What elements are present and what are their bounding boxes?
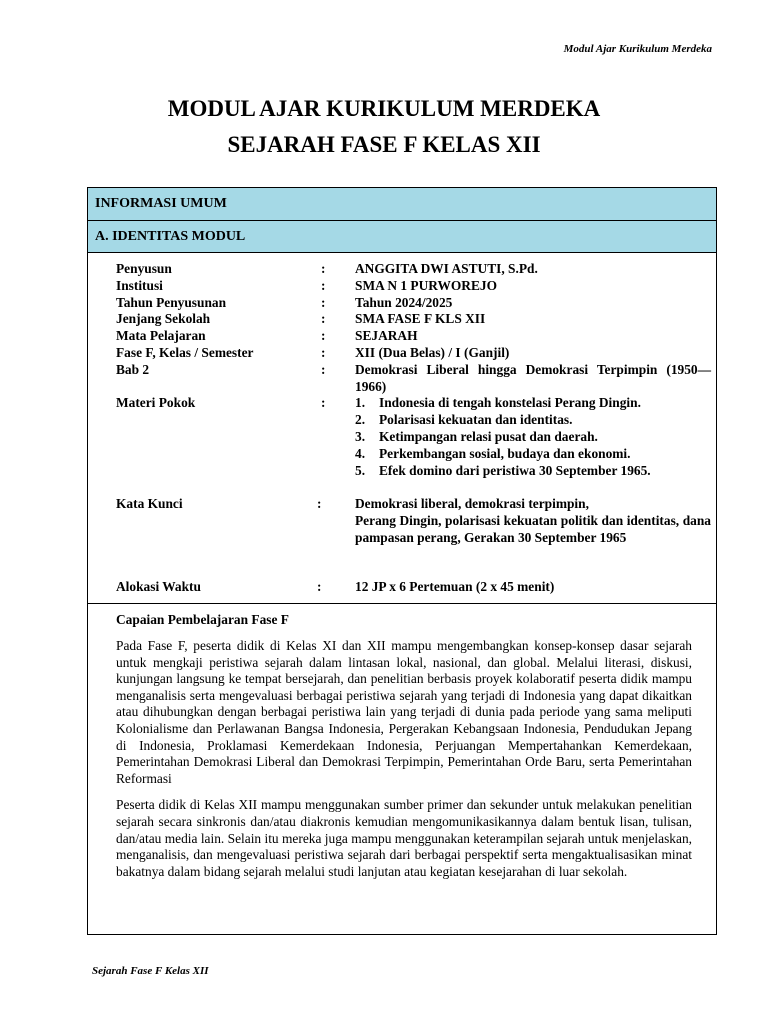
value-mata-pelajaran: SEJARAH xyxy=(355,328,418,344)
colon: : xyxy=(321,345,326,360)
capaian-paragraph-2: Peserta didik di Kelas XII mampu menggunakan sumber primer dan sekunder untuk melakukan penelitian sejarah secara sinkronis dan/atau diakronis kemudian mengomunikasikannya dalam bentuk lisan, tulisan, dan/atau media lain. Selain itu mereka juga mampu menggunakan keterampilan sejarah untuk menjelaskan, menganalisis, dan mengevaluasi peristiwa sejarah dari berbagai perspektif serta mengaktualisasikan minat bakatnya dalam bidang sejarah melalui studi lanjutan atau kegiatan kesejarahan di luar sekolah. xyxy=(116,797,692,879)
colon: : xyxy=(317,579,322,594)
list-item: 4. Perkembangan sosial, budaya dan ekonomi. xyxy=(355,445,631,461)
value-bab: Demokrasi Liberal hingga Demokrasi Terpimpin (1950—1966) xyxy=(355,361,711,394)
value-institusi: SMA N 1 PURWOREJO xyxy=(355,277,497,293)
module-info-table xyxy=(87,187,717,935)
list-item: 3. Ketimpangan relasi pusat dan daerah. xyxy=(355,428,598,444)
capaian-pembelajaran xyxy=(88,612,716,880)
value-jenjang-sekolah: SMA FASE F KLS XII xyxy=(355,311,486,327)
colon: : xyxy=(321,328,326,344)
value-tahun-penyusunan: Tahun 2024/2025 xyxy=(355,294,453,310)
section-informasi-umum: INFORMASI UMUM xyxy=(88,188,716,221)
colon: : xyxy=(321,277,326,293)
capaian-heading: Capaian Pembelajaran Fase F xyxy=(116,612,289,627)
running-footer: Sejarah Fase F Kelas XII xyxy=(92,965,209,977)
identitas-modul-details xyxy=(88,253,716,604)
label-kata-kunci: Kata Kunci xyxy=(116,496,183,511)
value-penyusun: ANGGITA DWI ASTUTI, S.Pd. xyxy=(355,261,538,276)
label-institusi: Institusi xyxy=(116,277,163,293)
list-item: 2. Polarisasi kekuatan dan identitas. xyxy=(355,412,573,428)
materi-pokok-list xyxy=(355,395,711,479)
label-penyusun: Penyusun xyxy=(116,261,172,276)
label-jenjang-sekolah: Jenjang Sekolah xyxy=(116,311,211,327)
label-fase-kelas-semester: Fase F, Kelas / Semester xyxy=(116,345,254,360)
document-subtitle: SEJARAH FASE F KELAS XII xyxy=(227,132,541,157)
label-materi-pokok: Materi Pokok xyxy=(116,395,196,411)
colon: : xyxy=(317,496,322,511)
list-item: 5. Efek domino dari peristiwa 30 September 1965. xyxy=(355,462,651,478)
value-kata-kunci: Demokrasi liberal, demokrasi terpimpin, Perang Dingin, polarisasi kekuatan politik dan identitas, dana pampasan perang, Gerakan 30 September 1965 xyxy=(355,496,711,545)
label-tahun-penyusunan: Tahun Penyusunan xyxy=(116,294,227,310)
capaian-paragraph-1: Pada Fase F, peserta didik di Kelas XI dan XII mampu mengembangkan konsep-konsep dasar sejarah untuk mengkaji peristiwa sejarah dalam lintasan lokal, nasional, dan global. Melalui literasi, diskusi, kunjungan langsung ke tempat bersejarah, dan penelitian berbasis proyek kolaboratif peserta didik mampu menganalisis serta mengevaluasi berbagai peristiwa sejarah yang terjadi di Indonesia yang dapat dikaitkan atau dihubungkan dengan berbagai peristiwa lain yang terjadi di dunia pada periode yang sama meliputi Kolonialisme dan Perlawanan Bangsa Indonesia, Pergerakan Kebangsaan Indonesia, Pendudukan Jepang di Indonesia, Proklamasi Kemerdekaan Indonesia, Perjuangan Mempertahankan Kemerdekaan, Pemerintahan Demokrasi Liberal dan Demokrasi Terpimpin, Pemerintahan Orde Baru, serta Pemerintahan Reformasi xyxy=(116,638,692,786)
colon: : xyxy=(321,294,326,310)
value-alokasi-waktu: 12 JP x 6 Pertemuan (2 x 45 menit) xyxy=(355,579,555,594)
running-header: Modul Ajar Kurikulum Merdeka xyxy=(563,43,712,55)
document-title: MODUL AJAR KURIKULUM MERDEKA xyxy=(167,96,601,121)
colon: : xyxy=(321,361,326,377)
colon: : xyxy=(321,261,326,276)
label-mata-pelajaran: Mata Pelajaran xyxy=(116,328,206,344)
list-item: 1. Indonesia di tengah konstelasi Perang Dingin. xyxy=(355,395,641,411)
label-bab: Bab 2 xyxy=(116,361,150,377)
colon: : xyxy=(321,395,326,411)
label-alokasi-waktu: Alokasi Waktu xyxy=(116,579,201,594)
value-fase-kelas-semester: XII (Dua Belas) / I (Ganjil) xyxy=(355,345,510,360)
section-identitas-modul: A. IDENTITAS MODUL xyxy=(88,221,716,253)
colon: : xyxy=(321,311,326,327)
